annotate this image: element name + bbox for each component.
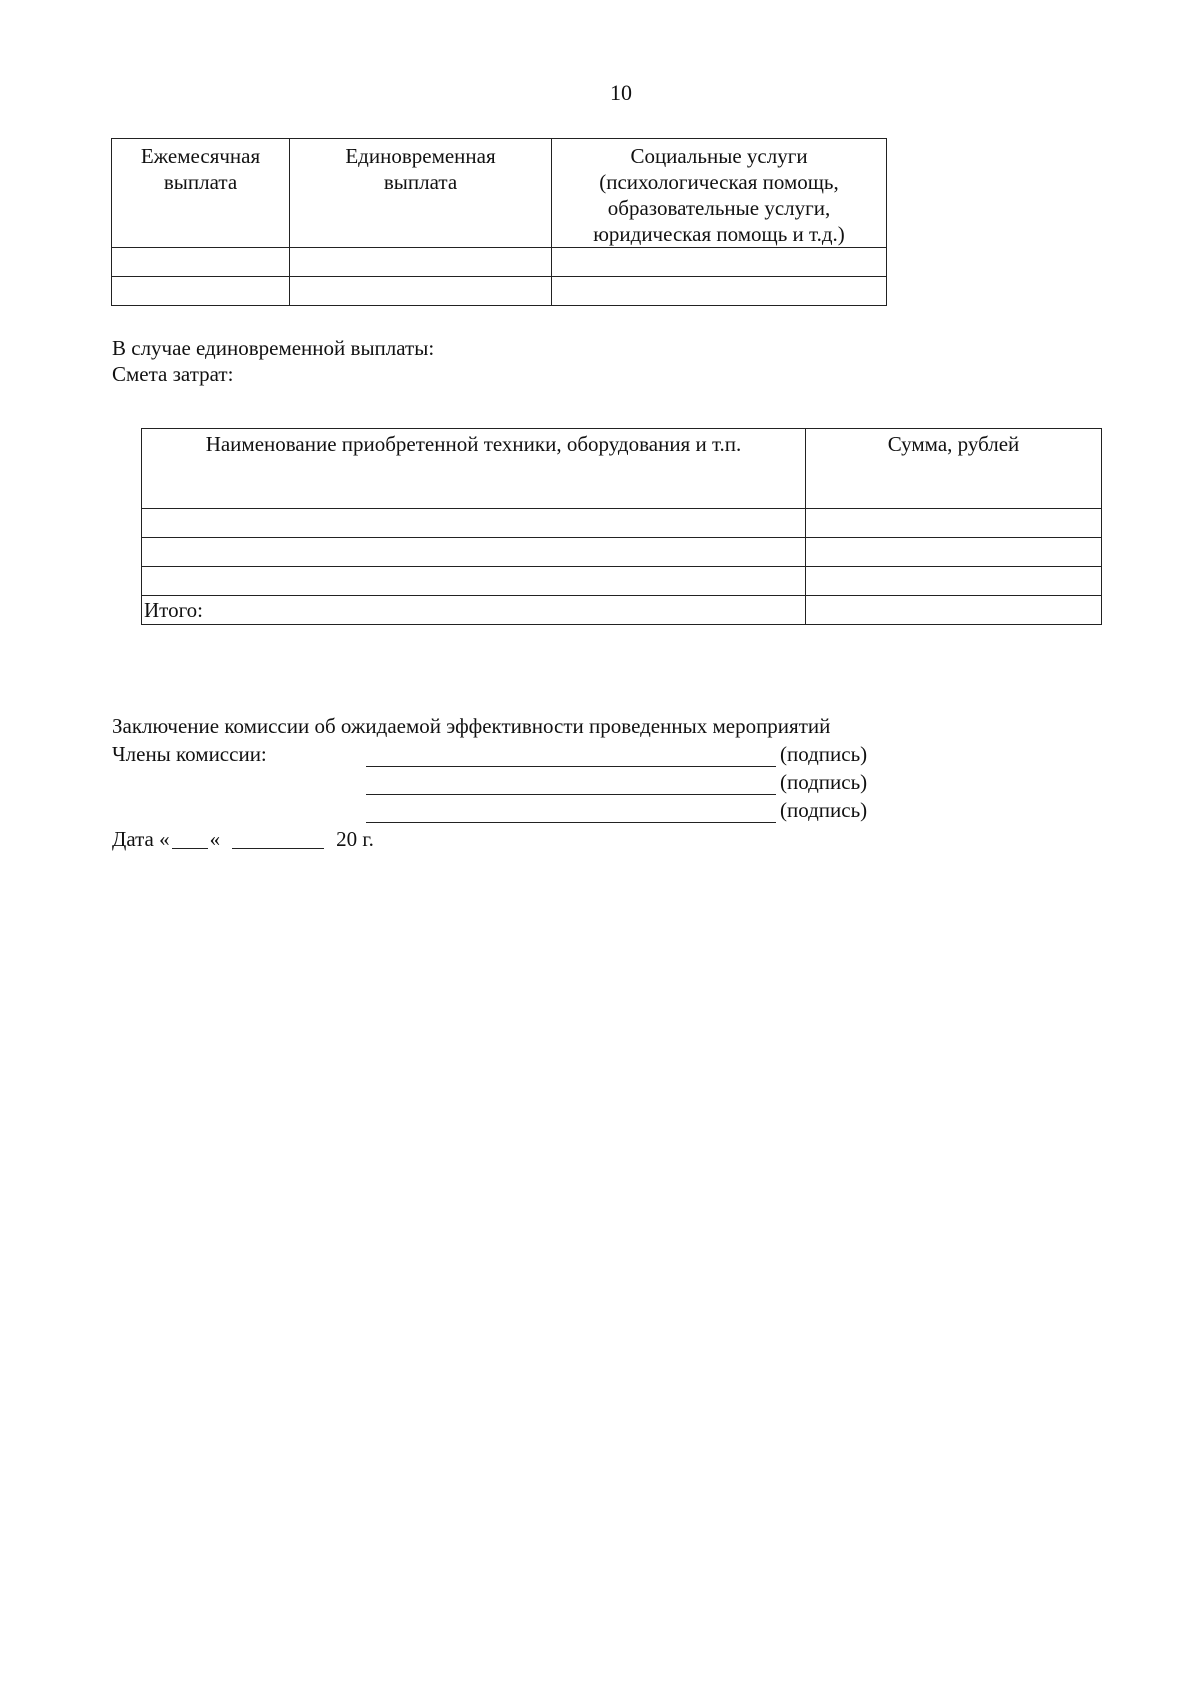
header-one-time-payment xyxy=(290,139,552,248)
header-line: выплата xyxy=(383,170,458,194)
header-line: (психологическая помощь, xyxy=(599,170,839,194)
signature-line[interactable] xyxy=(366,746,776,767)
total-label: Итого: xyxy=(142,596,806,625)
date-quote: « xyxy=(209,827,221,851)
header-line: образовательные услуги, xyxy=(607,196,831,220)
signature-label: (подпись) xyxy=(780,770,868,794)
conclusion-text: Заключение комиссии об ожидаемой эффективности проведенных мероприятий xyxy=(112,714,831,738)
table-cell[interactable] xyxy=(112,248,290,277)
total-value[interactable] xyxy=(806,596,1102,625)
table-header-row xyxy=(112,139,887,248)
table-cell[interactable] xyxy=(142,538,806,567)
members-label: Члены комиссии: xyxy=(112,742,267,766)
table-row xyxy=(142,509,1102,538)
signature-label: (подпись) xyxy=(780,742,868,766)
signature-row xyxy=(366,797,867,823)
date-row xyxy=(112,826,374,852)
table-row xyxy=(112,248,887,277)
header-line: Социальные услуги xyxy=(630,144,808,168)
table-cell[interactable] xyxy=(552,277,887,306)
signature-line[interactable] xyxy=(366,774,776,795)
payments-table xyxy=(111,138,887,306)
signature-line[interactable] xyxy=(366,802,776,823)
header-line: Ежемесячная xyxy=(140,144,261,168)
table-cell[interactable] xyxy=(806,538,1102,567)
table-cell[interactable] xyxy=(112,277,290,306)
table-cell[interactable] xyxy=(806,567,1102,596)
table-cell[interactable] xyxy=(290,277,552,306)
date-day-blank[interactable] xyxy=(172,828,208,849)
page-number: 10 xyxy=(610,80,632,105)
table-header-row xyxy=(142,429,1102,509)
table-cell[interactable] xyxy=(290,248,552,277)
signature-label: (подпись) xyxy=(780,798,868,822)
table-cell[interactable] xyxy=(142,509,806,538)
date-month-blank[interactable] xyxy=(232,828,324,849)
date-prefix: Дата « xyxy=(112,827,170,851)
header-line: юридическая помощь и т.д.) xyxy=(593,222,845,246)
header-monthly-payment xyxy=(112,139,290,248)
header-social-services xyxy=(552,139,887,248)
one-time-payment-label: В случае единовременной выплаты: xyxy=(112,336,435,360)
table-cell[interactable] xyxy=(142,567,806,596)
header-line: выплата xyxy=(163,170,238,194)
signature-row xyxy=(366,769,867,795)
estimate-label: Смета затрат: xyxy=(112,362,234,386)
header-item-name: Наименование приобретенной техники, оборудования и т.п. xyxy=(142,429,806,509)
table-row xyxy=(142,567,1102,596)
table-cell[interactable] xyxy=(806,509,1102,538)
table-row xyxy=(112,277,887,306)
signature-row xyxy=(366,741,867,767)
table-row xyxy=(142,538,1102,567)
estimate-table xyxy=(141,428,1102,625)
header-sum: Сумма, рублей xyxy=(806,429,1102,509)
header-line: Единовременная xyxy=(345,144,496,168)
total-row xyxy=(142,596,1102,625)
date-year: 20 г. xyxy=(336,827,374,851)
table-cell[interactable] xyxy=(552,248,887,277)
